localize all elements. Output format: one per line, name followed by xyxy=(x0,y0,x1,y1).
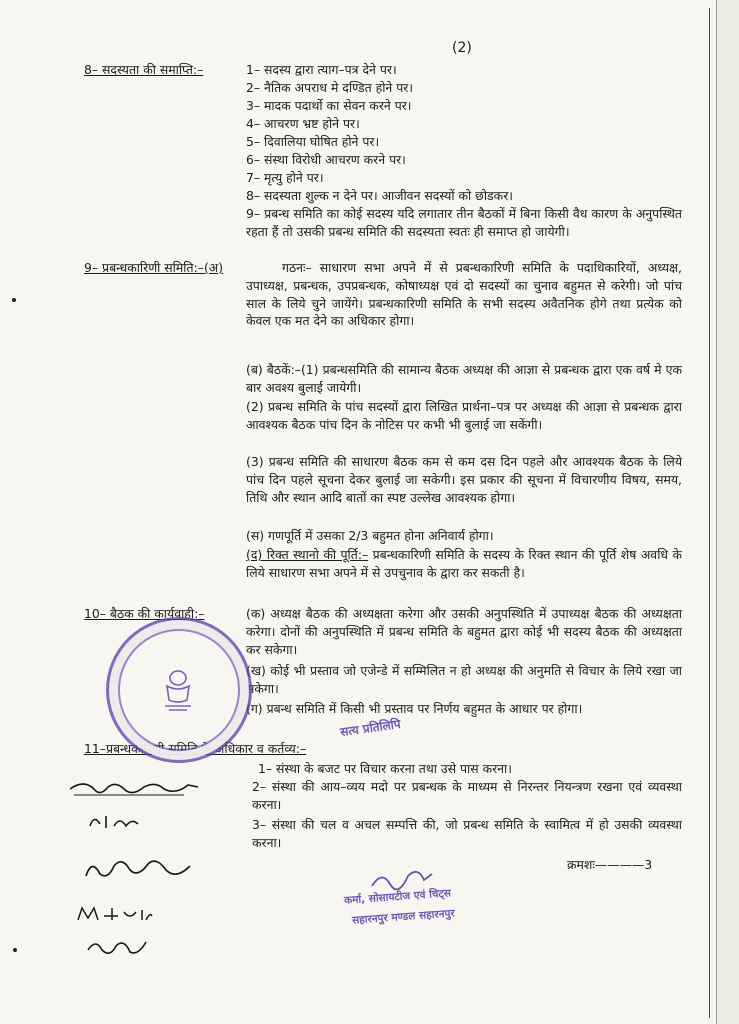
registrar-stamp-line-2: सहारनपुर मण्डल सहारनपुर xyxy=(351,907,456,927)
signature-2 xyxy=(84,808,144,834)
list-item: 3– संस्था की चल व अचल सम्पत्ति की, जो प्रबन्ध समिति के स्वामित्व में हो उसकी व्यवस्था करना। xyxy=(252,817,682,850)
formation-paragraph: गठनः– साधारण सभा अपने में से प्रबन्धकारिणी समिति के पदाधिकारियों, अध्यक्ष, उपाध्यक्ष, प्रबन्धक, उपप्रबन्धक, कोषाध्यक्ष एवं दो सदस्यों का चुनाव बहुमत से करेगी। जो पांच साल के लिये चुने जायेंगे। प्रबन्धकारिणी समिति के सभी सदस्य अवैतनिक होगे तथा प्रत्येक को केवल एक मत देने का अधिकार होगा। xyxy=(246,260,682,329)
list-item: (क) अध्यक्ष बैठक की अध्यक्षता करेगा और उसकी अनुपस्थिति में उपाध्यक्ष बैठक की अध्यक्षता करेगा। दोनों की अनुपस्थिति में प्रबन्ध समिति के बहुमत द्वारा कोई भी सदस्य बैठक की अध्यक्षता कर सकेगा। xyxy=(246,606,682,657)
list-item: (ग) प्रबन्ध समिति में किसी भी प्रस्ताव पर निर्णय बहुमत के आधार पर होगा। xyxy=(246,701,583,716)
list-item: 2– नैतिक अपराध मे दण्डित होने पर। xyxy=(246,80,414,95)
quorum-text: (स) गणपूर्ति में उसका 2/3 बहुमत होना अनिवार्य होगा। xyxy=(246,528,494,543)
meetings-paragraph-3: (3) प्रबन्ध समिति की साधारण बैठक कम से कम दस दिन पहले और आवश्यक बैठक के लिये पांच दिन पहले सूचना देकर बुलाई जा सकेगी। इस प्रकार की सूचना में विचारणीय विषय, समय, तिथि और स्थान आदि बातों का स्पष्ट उल्लेख आवश्यक होगा। xyxy=(246,454,682,505)
section-9-heading: 9– प्रबन्धकारिणी समिति:–(अ) xyxy=(84,260,224,275)
list-item: 4– आचरण भ्रष्ट होने पर। xyxy=(246,116,360,131)
signature-4 xyxy=(74,902,154,924)
list-item: (ख) कोई भी प्रस्ताव जो एजेन्डे में सम्मिलित न हो अध्यक्ष की अनुमति से विचार के लिये रखा जा सकेगा। xyxy=(246,663,682,696)
registrar-stamp-line-1: कर्मा, सोसायटीज एवं चिट्स xyxy=(343,887,452,907)
emblem-icon xyxy=(161,668,195,712)
signature-5 xyxy=(82,930,152,962)
list-item: 1– सदस्य द्वारा त्याग–पत्र देने पर। xyxy=(246,62,397,77)
list-item: 9– प्रबन्ध समिति का कोई सदस्य यदि लगातार तीन बैठकों में बिना किसी वैध कारण के अनुपस्थित रहता हैं तो उसकी प्रबन्ध समिति की सदस्यता स्वतः ही समाप्त हो जायेगी। xyxy=(246,206,682,239)
margin-dot xyxy=(12,298,16,302)
section-8-heading: 8– सदस्यता की समाप्ति:– xyxy=(84,62,204,77)
page-edge xyxy=(716,0,739,1024)
signature-3 xyxy=(80,850,200,886)
list-item: 8– सदस्यता शुल्क न देने पर। आजीवन सदस्यों को छोडकर। xyxy=(246,188,513,203)
list-item: 5– दिवालिया घोषित होने पर। xyxy=(246,134,380,149)
list-item: 7– मृत्यु होने पर। xyxy=(246,170,324,185)
registrar-signature xyxy=(368,862,438,894)
true-copy-stamp: सत्य प्रतिलिपि xyxy=(339,716,402,740)
vacancy-text: प्रबन्धकारिणी समिति के सदस्य के रिक्त स्थान की पूर्ति शेष अवधि के लिये साधारण सभा अपने में से उपचुनाव के द्वारा कर सकती है। xyxy=(246,547,682,580)
page-border-line xyxy=(709,8,710,1018)
margin-dot xyxy=(13,948,17,952)
list-item: 6– संस्था विरोधी आचरण करने पर। xyxy=(246,152,406,167)
continuation-marker: क्रमशः————3 xyxy=(567,857,653,872)
meetings-paragraph-1: (ब) बैठकें:–(1) प्रबन्धसमिति की सामान्य बैठक अध्यक्ष की आज्ञा से प्रबन्धक द्वारा एक वर्ष मे एक बार अवश्य बुलाई जायेगी। xyxy=(246,362,682,395)
meetings-paragraph-2: (2) प्रबन्ध समिति के पांच सदस्यों द्वारा लिखित प्रार्थना–पत्र पर अध्यक्ष की आज्ञा से प्रबन्धक द्वारा आवश्यक बैठक पांच दिन के नोटिस पर कभी भी बुलाई जा सकेंगी। xyxy=(246,399,682,432)
official-seal xyxy=(106,617,252,763)
page-number: (2) xyxy=(452,40,472,56)
list-item: 2– संस्था की आय–व्यय मदो पर प्रबन्धक के माध्यम से निरन्तर नियन्त्रण रखना एवं व्यवस्था करना। xyxy=(252,779,682,812)
vacancy-paragraph xyxy=(246,546,682,582)
section-10-heading: 10– बैठक की कार्यवाही:– xyxy=(84,606,205,621)
list-item: 1– संस्था के बजट पर विचार करना तथा उसे पास करना। xyxy=(258,761,512,776)
list-item: 3– मादक पदार्थो का सेवन करने पर। xyxy=(246,98,412,113)
section-11-heading: 11–प्रबन्धकारिणी समिति के अधिकार व कर्तव्य:– xyxy=(84,741,307,756)
signature-1 xyxy=(64,775,204,803)
vacancy-label: (द) रिक्त स्थानो की पूर्ति:– xyxy=(246,547,369,562)
